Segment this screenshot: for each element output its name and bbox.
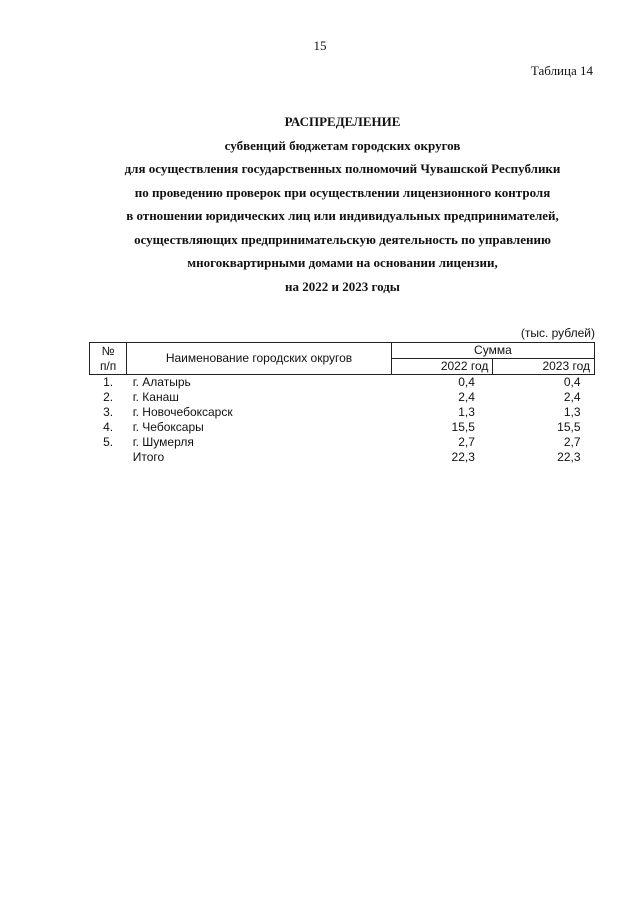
header-number-line2: п/п [99,358,117,373]
table-row [90,405,595,420]
header-year-2022: 2022 год [391,359,493,375]
title-line: субвенций бюджетам городских округов [224,137,461,153]
total-label: Итого [132,450,165,464]
row-value-2022: 1,3 [458,405,475,419]
row-value-2022: 2,7 [458,435,475,449]
title-line: для осуществления государственных полномочий Чувашской Республики [124,161,561,176]
row-number: 3. [103,405,114,419]
row-value-2022: 15,5 [451,420,475,434]
table-total-row [90,450,595,465]
row-value-2023: 15,5 [557,420,581,434]
total-value-2022: 22,3 [451,450,475,464]
row-district: г. Новочебоксарск [132,405,233,419]
header-sum: Сумма [391,343,594,359]
row-value-2022: 2,4 [458,390,475,404]
total-value-2023: 22,3 [557,450,581,464]
row-number: 4. [103,420,114,434]
document-title [70,110,615,298]
row-number: 5. [103,435,114,449]
row-value-2023: 0,4 [563,375,581,389]
row-value-2022: 0,4 [458,375,475,389]
units-label: (тыс. рублей) [520,326,595,340]
header-year-2023: 2023 год [493,359,595,375]
title-line: на 2022 и 2023 годы [285,278,400,294]
header-number-line1: № [101,343,115,358]
table-row [90,420,595,435]
row-number: 1. [103,375,114,389]
title-line: в отношении юридических лиц или индивидуальных предпринимателей, [126,208,559,223]
title-line: по проведению проверок при осуществлении лицензионного контроля [134,184,551,200]
total-number [90,450,127,465]
header-number [90,343,127,375]
row-district: г. Канаш [132,390,179,404]
row-district: г. Алатырь [132,375,191,389]
row-value-2023: 2,4 [563,390,581,404]
title-line: многоквартирными домами на основании лицензии, [187,255,498,270]
table-label: Таблица 14 [530,63,593,78]
row-value-2023: 1,3 [563,405,581,419]
row-value-2023: 2,7 [563,435,581,449]
title-line: РАСПРЕДЕЛЕНИЕ [284,114,401,129]
row-district: г. Чебоксары [132,420,204,434]
table-row [90,390,595,405]
row-number: 2. [103,390,114,404]
table-row [90,375,595,391]
table-row [90,435,595,450]
title-line: осуществляющих предпринимательскую деятельность по управлению [134,231,551,247]
row-district: г. Шумерля [132,435,194,449]
header-name: Наименование городских округов [127,343,392,375]
page-number: 15 [313,38,327,53]
table-header-row [90,343,595,359]
subvention-table [89,342,595,465]
